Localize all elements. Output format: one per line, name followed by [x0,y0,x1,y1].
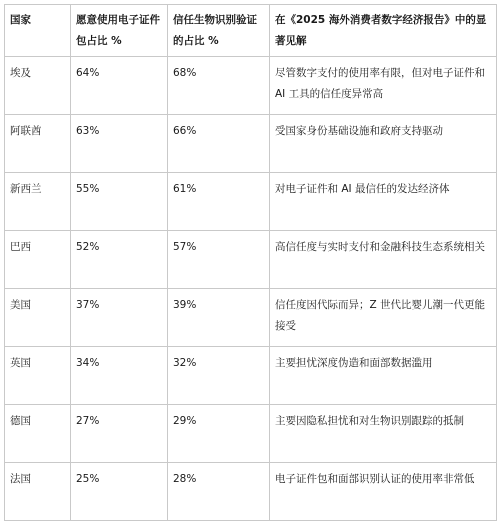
table-row [5,405,497,463]
cell-country: 阿联酋 [5,115,71,173]
cell-biometric-pct: 57% [168,231,270,289]
cell-biometric-pct: 32% [168,347,270,405]
cell-insight: 信任度因代际而异；Z 世代比婴儿潮一代更能接受 [270,289,497,347]
cell-country: 巴西 [5,231,71,289]
table-row [5,115,497,173]
cell-country: 新西兰 [5,173,71,231]
table-row [5,347,497,405]
cell-insight: 尽管数字支付的使用率有限，但对电子证件和 AI 工具的信任度异常高 [270,57,497,115]
cell-wallet-pct: 25% [71,463,168,521]
cell-wallet-pct: 64% [71,57,168,115]
cell-insight: 对电子证件和 AI 最信任的发达经济体 [270,173,497,231]
cell-insight: 电子证件包和面部识别认证的使用率非常低 [270,463,497,521]
cell-insight: 主要担忧深度伪造和面部数据滥用 [270,347,497,405]
cell-country: 英国 [5,347,71,405]
table-row [5,173,497,231]
cell-country: 法国 [5,463,71,521]
table-row [5,57,497,115]
table-row [5,463,497,521]
cell-insight: 主要因隐私担忧和对生物识别跟踪的抵制 [270,405,497,463]
cell-biometric-pct: 29% [168,405,270,463]
cell-wallet-pct: 37% [71,289,168,347]
cell-wallet-pct: 27% [71,405,168,463]
table-row [5,289,497,347]
cell-wallet-pct: 52% [71,231,168,289]
cell-wallet-pct: 63% [71,115,168,173]
cell-wallet-pct: 55% [71,173,168,231]
table-row [5,231,497,289]
cell-wallet-pct: 34% [71,347,168,405]
cell-insight: 受国家身份基础设施和政府支持驱动 [270,115,497,173]
header-digital-id-wallet: 愿意使用电子证件包占比 % [71,5,168,57]
data-table-container [4,4,496,521]
cell-country: 德国 [5,405,71,463]
cell-biometric-pct: 68% [168,57,270,115]
header-country: 国家 [5,5,71,57]
cell-biometric-pct: 61% [168,173,270,231]
cell-biometric-pct: 39% [168,289,270,347]
cell-insight: 高信任度与实时支付和金融科技生态系统相关 [270,231,497,289]
cell-biometric-pct: 66% [168,115,270,173]
digital-id-trust-table [4,4,497,521]
header-insight: 在《2025 海外消费者数字经济报告》中的显著见解 [270,5,497,57]
header-row [5,5,497,57]
cell-country: 美国 [5,289,71,347]
cell-biometric-pct: 28% [168,463,270,521]
header-biometric-trust: 信任生物识别验证的占比 % [168,5,270,57]
cell-country: 埃及 [5,57,71,115]
